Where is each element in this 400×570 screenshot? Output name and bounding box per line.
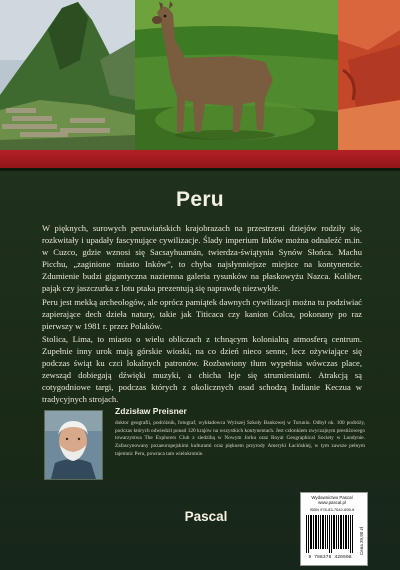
barcode-sticker [300,492,368,566]
photo-strip [0,0,400,150]
author-bio: doktor geografii, podróżnik, fotograf, wykładowca Wyższej Szkoły Bankowej w Toruniu. Odbył ok. 100 podróży, podczas których odwiedził ponad 120 krajów na wszystkich kontynentach. Jest członkiem zwyczajnym prestiżowego towarzystwa The Explorers Club z siedzibą w Nowym Jorku oraz Royal Geographical Society w Londynie. Zafascynowany pozaeuropejskimi kulturami oraz pięknem przyrody Ameryki Łacińskiej, w tym zawsze pełnym tajemnic Peru, powraca tam wielokrotnie. [115,420,365,457]
llama-photo [135,0,338,150]
red-rock-photo [338,0,400,150]
description-paragraph: W pięknych, surowych peruwiańskich krajobrazach na przestrzeni dziejów rodziły się, rozkwitały i upadały fascynujące cywilizacje. Ślady imperium Inków można odnaleźć m.in. w Cuzco, gdzie wznosi się Sacsayhuamán, twierdza-świątynia Synów Słońca. Machu Picchu, „zaginione miasto Inków”, to chyba najsłynniejsze miejsce na kontynencie. Zdumienie budzi gigantyczna naziemna galeria rysunków na płaskowyżu Nazca. Koliber, pająk czy jaszczurka z lotu ptaka prezentują się naprawdę niezwykle. [42,223,362,294]
isbn-text: ISBN 978-83-7642-659-8 [309,507,355,512]
description-paragraph: Stolica, Lima, to miasto o wielu obliczach z tchnącym kolonialną atmosferą centrum. Zupełnie inny urok mają górskie wioski, na co dzień nieco senne, lecz ożywiające się podczas świąt ku czci lokalnych patronów. Rozbawiony tłum wypełnia wówczas place, zewsząd dobiegają dźwięki muzyki, a chicha leje się strumieniami. Atrakcją są cotygodniowe targi, podczas których z okolicznych osad schodzą Indianie Keczua w tradycyjnych strojach. [42,333,362,405]
price-label: Cena 39,90 zł [359,527,364,555]
author-photo [44,410,103,480]
publisher-logo: Pascal [184,509,228,524]
imprint-text [303,495,361,505]
description-paragraph: Peru jest mekką archeologów, ale oprócz pamiątek dawnych cywilizacji można tu podziwiać zapierające dech dzieła natury, takie jak Titicaca czy kanion Colca, pokonany po raz pierwszy w 1981 r. przez Polaków. [42,296,362,331]
book-description [42,222,362,406]
imprint-line: Wydawnictwo Pascal [311,495,353,500]
red-band [0,150,400,170]
imprint-line: www.pascal.pl [318,500,346,506]
divider [0,168,400,171]
machu-picchu-photo [0,0,135,150]
barcode [305,515,355,553]
author-name: Zdzisław Preisner [115,406,187,416]
book-title: Peru [176,188,224,211]
barcode-digits: 9 788376 426598 [308,555,352,560]
